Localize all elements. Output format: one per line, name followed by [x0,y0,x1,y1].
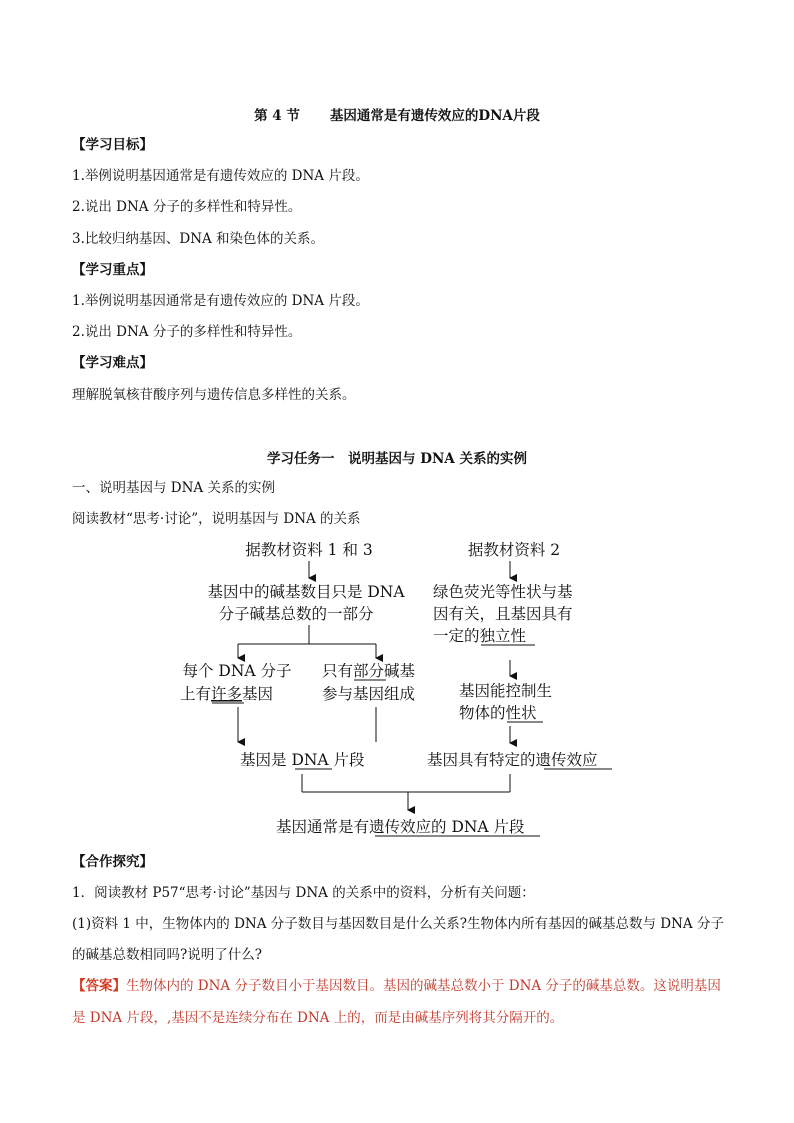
objective-item: 3.比较归纳基因、DNA 和染色体的关系。 [72,231,325,247]
lr-line2: 参与基因组成 [322,685,416,703]
lr-line1-a: 只有 [322,662,354,680]
right-fact-line1: 绿色荧光等性状与基 [433,583,573,601]
question-1-1-line1: (1)资料 1 中，生物体内的 DNA 分子数目与基因数目是什么关系?生物体内所有基因的碱基总数与 DNA 分子 [72,916,724,932]
right-conclusion-b: 遗传效应 [535,751,598,769]
objectives-heading: 【学习目标】 [72,137,153,153]
rm-line2 [459,704,537,722]
final-conclusion-b: 遗传效应的 DNA 片段 [369,818,525,836]
ll-line2-a: 上有 [180,685,212,703]
left-fact-line2: 分子碱基总数的一部分 [218,605,374,623]
left-fact-line1: 基因中的碱基数目只是 DNA [207,583,405,601]
rm-line2-b: 性状 [505,704,537,722]
ll-line2 [180,685,273,703]
left-conclusion [240,751,365,769]
ll-line2-b: 许多 [211,685,243,703]
difficulties-heading: 【学习难点】 [72,355,153,371]
section-number: 第 4 节 [254,108,300,124]
final-conclusion [276,817,525,836]
section-title-text: 基因通常是有遗传效应的DNA片段 [329,108,540,124]
task-subheading: 一、说明基因与 DNA 关系的实例 [72,480,275,496]
rm-line1: 基因能控制生 [459,682,553,700]
cooperation-heading: 【合作探究】 [72,854,153,870]
key-point-item: 2.说出 DNA 分子的多样性和特异性。 [72,324,302,340]
ll-line2-c: 基因 [242,685,274,703]
rm-line2-a: 物体的 [459,704,506,722]
objective-item: 1.举例说明基因通常是有遗传效应的 DNA 片段。 [72,168,369,184]
right-fact-line3-b: 独立性 [479,627,527,645]
lr-line1 [322,662,416,680]
question-1-1-line2: 的碱基总数相同吗?说明了什么? [72,947,262,963]
question-1: 1．阅读教材 P57“思考·讨论”基因与 DNA 的关系中的资料，分析有关问题： [72,885,535,901]
answer-line2: 是 DNA 片段，,基因不是连续分布在 DNA 上的，而是由碱基序列将其分隔开的。 [72,1010,564,1026]
right-conclusion-a: 基因具有特定的 [427,751,536,769]
answer-text-1: 生物体内的 DNA 分子数目小于基因数目。基因的碱基总数小于 DNA 分子的碱基总数。这说明基因 [126,978,721,994]
final-conclusion-a: 基因通常是有 [276,818,370,836]
left-conclusion-c: 片段 [328,751,365,769]
objective-item: 2.说出 DNA 分子的多样性和特异性。 [72,199,302,215]
left-conclusion-b: DNA [291,751,329,769]
right-conclusion [427,750,598,769]
answer-line1 [72,976,721,996]
task-title: 学习任务一 说明基因与 DNA 关系的实例 [267,451,527,467]
right-fact-line3 [433,627,527,645]
left-conclusion-a: 基因是 [240,751,292,769]
key-points-heading: 【学习重点】 [72,262,153,278]
section-title [0,104,794,124]
right-source-label: 据教材资料 2 [467,541,561,559]
difficulties-text: 理解脱氧核苷酸序列与遗传信息多样性的关系。 [72,387,356,403]
answer-label: 【答案】 [72,978,126,994]
lr-line1-b: 部分 [353,662,385,680]
right-fact-line2: 因有关，且基因具有 [433,605,573,623]
right-fact-line3-a: 一定的 [433,627,480,645]
task-intro: 阅读教材“思考·讨论”，说明基因与 DNA 的关系 [72,511,361,527]
left-source-label: 据教材资料 1 和 3 [245,541,373,559]
gene-dna-flow-diagram [0,530,794,845]
lr-line1-c: 碱基 [384,662,416,680]
ll-line1: 每个 DNA 分子 [182,662,292,680]
key-point-item: 1.举例说明基因通常是有遗传效应的 DNA 片段。 [72,293,369,309]
